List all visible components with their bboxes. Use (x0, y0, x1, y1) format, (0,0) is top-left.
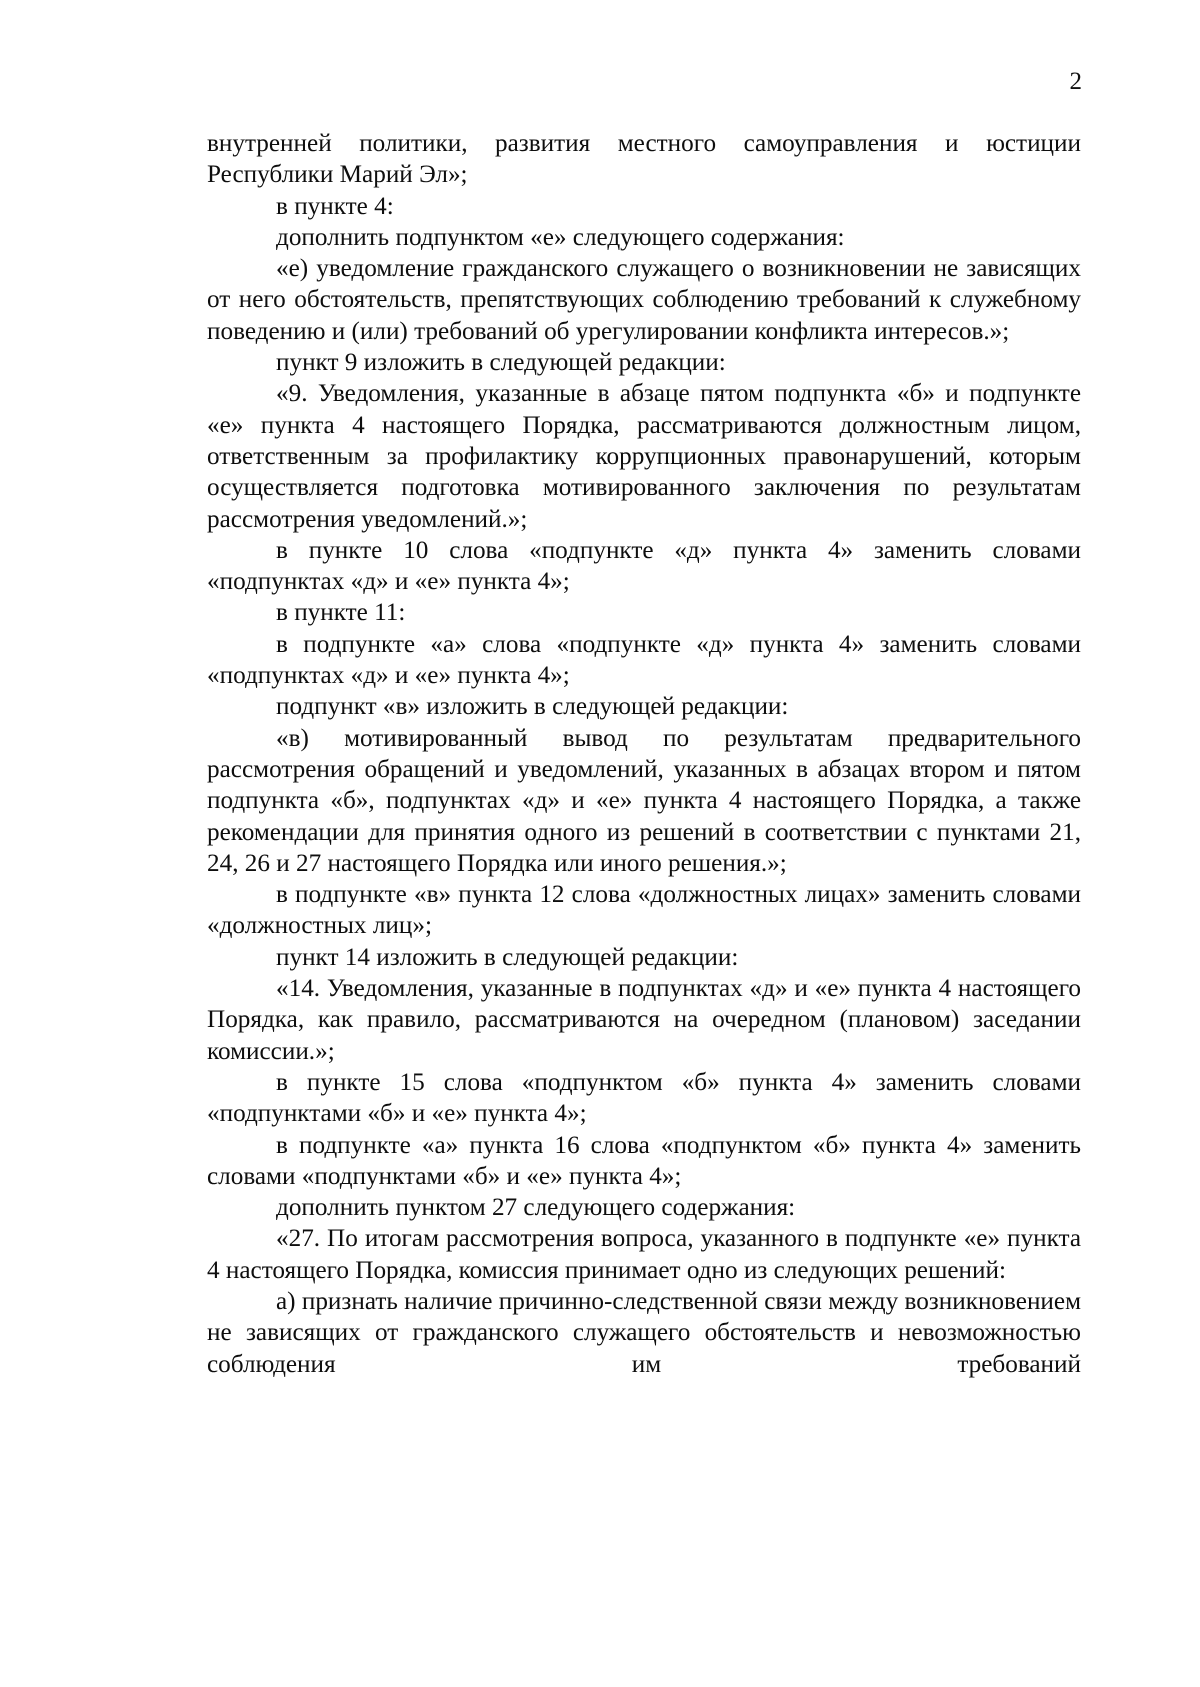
paragraph: в пункте 11: (276, 599, 406, 627)
paragraph: «14. Уведомления, указанные в подпунктах «д» и «е» пункта 4 настоящего Порядка, как правило, рассматриваются на очередном (плановом) заседании комиссии.»; (207, 975, 1081, 1065)
paragraph: «в) мотивированный вывод по результатам предварительного рассмотрения обращений и уведомлений, указанных в абзацах втором и пятом подпункта «б», подпунктах «д» и «е» пункта 4 настоящего Порядка, а также рекомендации для принятия одного из решений в соответствии с пунктами 21, 24, 26 и 27 настоящего Порядка или иного решения.»; (207, 724, 1081, 877)
paragraph: в подпункте «а» пункта 16 слова «подпунктом «б» пункта 4» заменить словами «подпунктами «б» и «е» пункта 4»; (207, 1131, 1081, 1190)
paragraph: пункт 14 изложить в следующей редакции: (276, 943, 739, 971)
paragraph: в пункте 4: (276, 192, 394, 220)
paragraph: дополнить подпунктом «е» следующего содержания: (276, 223, 845, 251)
paragraph: а) признать наличие причинно-следственной связи между возникновением не зависящих от гражданского служащего обстоятельств и невозможностью соблюдения им требований (207, 1287, 1082, 1378)
page-number: 2 (1069, 68, 1082, 95)
paragraph: дополнить пунктом 27 следующего содержания: (276, 1194, 796, 1222)
paragraph: «9. Уведомления, указанные в абзаце пятом подпункта «б» и подпункте «е» пункта 4 настоящего Порядка, рассматриваются должностным лицом, ответственным за профилактику коррупционных правонарушений, которым осуществляется подготовка мотивированного заключения по результатам рассмотрения уведомлений.»; (207, 380, 1081, 533)
paragraph: в пункте 15 слова «подпунктом «б» пункта 4» заменить словами «подпунктами «б» и «е» пункта 4»; (207, 1068, 1081, 1128)
paragraph: в подпункте «в» пункта 12 слова «должностных лицах» заменить словами «должностных лиц»; (207, 881, 1081, 940)
paragraph: в пункте 10 слова «подпункте «д» пункта 4» заменить словами «подпунктах «д» и «е» пункта 4»; (207, 536, 1081, 596)
paragraph: «е) уведомление гражданского служащего о возникновении не зависящих от него обстоятельств, препятствующих соблюдению требований к служебному поведению и (или) требований об урегулировании конфликта интересов.»; (207, 255, 1081, 345)
paragraph: пункт 9 изложить в следующей редакции: (276, 349, 726, 377)
paragraph: внутренней политики, развития местного самоуправления и юстиции Республики Марий Эл»; (207, 130, 1081, 189)
paragraph: подпункт «в» изложить в следующей редакции: (276, 693, 789, 721)
paragraph: «27. По итогам рассмотрения вопроса, указанного в подпункте «е» пункта 4 настоящего Порядка, комиссия принимает одно из следующих решений: (207, 1225, 1081, 1284)
document-body (207, 128, 1081, 1380)
paragraph: в подпункте «а» слова «подпункте «д» пункта 4» заменить словами «подпунктах «д» и «е» пункта 4»; (207, 630, 1081, 690)
